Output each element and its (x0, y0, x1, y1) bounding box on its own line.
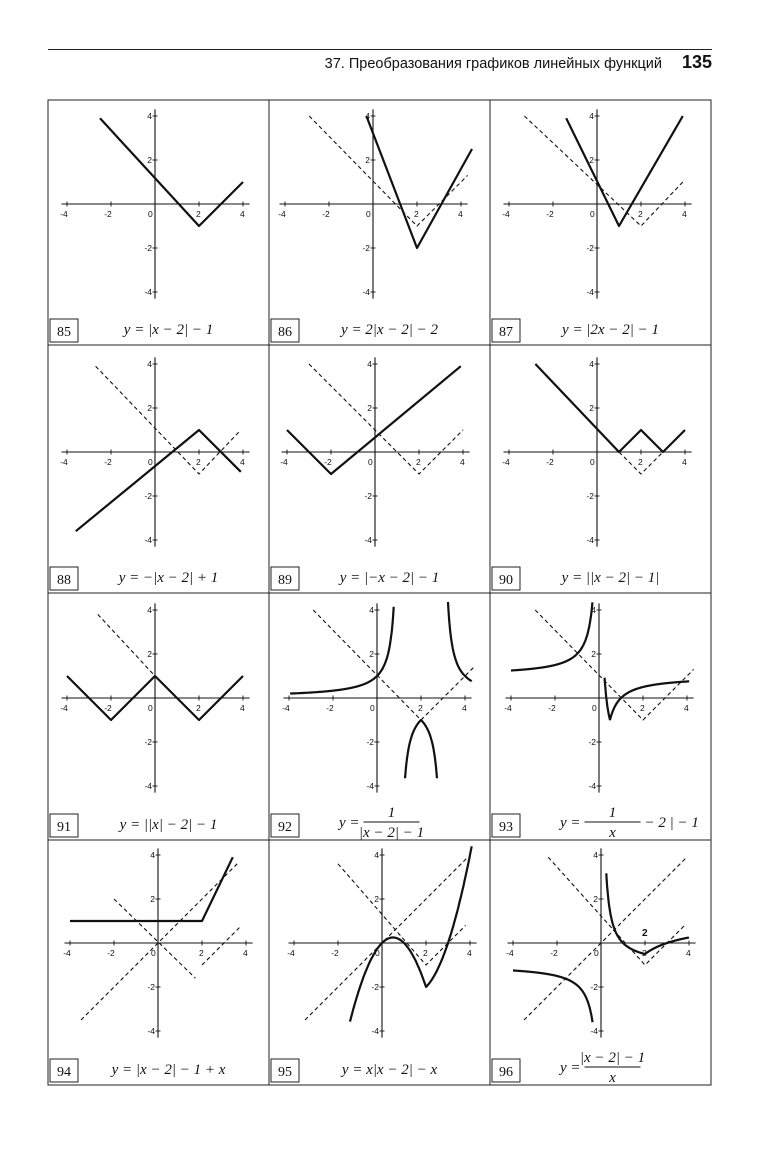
y-tick-label: 4 (147, 359, 152, 369)
x-tick-label: -2 (326, 703, 334, 713)
function-curve (76, 430, 241, 531)
formula: y = ||x| − 2| − 1 (119, 817, 218, 833)
x-tick-label: -4 (504, 703, 512, 713)
x-tick-label: 2 (638, 457, 643, 467)
x-tick-label: -4 (287, 948, 295, 958)
dashed-reference-line (114, 899, 195, 978)
x-tick-label: 2 (196, 209, 201, 219)
y-tick-label: 4 (589, 111, 594, 121)
x-tick-label: 4 (240, 703, 245, 713)
x-tick-label: -2 (104, 457, 112, 467)
x-tick-label: 4 (462, 703, 467, 713)
y-tick-label: 2 (147, 155, 152, 165)
y-tick-label: -4 (147, 1026, 155, 1036)
x-tick-label: -2 (104, 703, 112, 713)
x-tick-label: 2 (196, 457, 201, 467)
x-tick-label: 4 (458, 209, 463, 219)
y-tick-label: -2 (362, 243, 370, 253)
x-tick-label: -2 (550, 948, 558, 958)
x-tick-label: 4 (684, 703, 689, 713)
x-tick-label: 0 (370, 703, 375, 713)
formula: y = |x − 2| − 1 (123, 322, 214, 338)
graph-panel-96 (492, 848, 696, 1086)
y-tick-label: 2 (369, 649, 374, 659)
x-tick-label: 0 (592, 703, 597, 713)
formula: y = |x − 2| − 1 + x (111, 1062, 226, 1078)
function-curve (350, 846, 472, 1021)
y-tick-label: -4 (144, 287, 152, 297)
dashed-reference-line (202, 928, 239, 965)
dashed-reference-line (548, 857, 684, 965)
y-tick-label: -4 (144, 535, 152, 545)
formula-denominator: x (609, 1070, 616, 1086)
x-tick-label: 0 (590, 209, 595, 219)
figure-number: 91 (57, 820, 71, 835)
x-tick-label: -4 (60, 703, 68, 713)
x-tick-label: -4 (502, 209, 510, 219)
x-tick-label: 0 (151, 948, 156, 958)
x-tick-label: 4 (467, 948, 472, 958)
x-tick-label: -4 (506, 948, 514, 958)
dashed-reference-line (309, 364, 463, 474)
function-curve (448, 602, 472, 681)
figure-number: 86 (278, 325, 292, 340)
dashed-reference-line (81, 864, 237, 1020)
formula: y = −|x − 2| + 1 (118, 570, 219, 586)
y-tick-label: 2 (367, 403, 372, 413)
x-tick-label: -4 (60, 209, 68, 219)
y-tick-label: 4 (369, 605, 374, 615)
x-tick-label: 4 (682, 457, 687, 467)
figure-number: 87 (499, 325, 513, 340)
y-tick-label: 4 (374, 850, 379, 860)
y-tick-label: -2 (144, 243, 152, 253)
x-tick-label: 2 (414, 209, 419, 219)
x-tick-label: -4 (63, 948, 71, 958)
dashed-reference-line (96, 366, 241, 474)
y-tick-label: 4 (589, 359, 594, 369)
figure-number: 94 (57, 1065, 71, 1080)
x-tick-label: 2 (423, 948, 428, 958)
x-tick-label: -2 (548, 703, 556, 713)
x-tick-label: 0 (148, 703, 153, 713)
formula-numerator: 1 (387, 805, 396, 821)
x-tick-label: -2 (546, 457, 554, 467)
formula-prefix: y = (559, 1060, 581, 1076)
y-tick-label: -4 (364, 535, 372, 545)
dashed-reference-line (524, 857, 687, 1020)
y-tick-label: -2 (586, 491, 594, 501)
x-tick-label: -4 (502, 457, 510, 467)
figure-number: 85 (57, 325, 71, 340)
y-tick-label: 2 (374, 894, 379, 904)
x-tick-label: -4 (278, 209, 286, 219)
y-tick-label: 4 (591, 605, 596, 615)
y-tick-label: 2 (589, 403, 594, 413)
x-tick-label: 4 (682, 209, 687, 219)
y-tick-label: -4 (362, 287, 370, 297)
y-tick-label: 2 (147, 403, 152, 413)
function-curve (606, 873, 689, 954)
y-tick-label: 2 (591, 649, 596, 659)
figure-number: 89 (278, 573, 292, 588)
figure-number: 95 (278, 1065, 292, 1080)
graph-panel-90 (492, 357, 692, 590)
x-tick-label: 2 (199, 948, 204, 958)
y-tick-label: 2 (593, 894, 598, 904)
x-tick-label: 2 (416, 457, 421, 467)
formula: y = 2|x − 2| − 2 (341, 322, 438, 338)
x-tick-label: 0 (148, 457, 153, 467)
x-tick-label: 0 (148, 209, 153, 219)
y-tick-label: -2 (144, 737, 152, 747)
x-tick-label: 2 (642, 948, 647, 958)
x-tick-label: -2 (322, 209, 330, 219)
y-tick-label: 4 (147, 605, 152, 615)
function-curve (535, 364, 685, 452)
formula-numerator: 1 (608, 805, 617, 821)
formula: y = x|x − 2| − x (341, 1062, 438, 1078)
formula-prefix: y = (559, 815, 581, 831)
function-curve (290, 607, 394, 694)
y-tick-label: -4 (144, 781, 152, 791)
figure-number: 92 (278, 820, 292, 835)
graph-panel-94 (50, 848, 253, 1082)
x-tick-label: 2 (418, 703, 423, 713)
x-tick-label-emphasized: 2 (642, 928, 648, 939)
x-tick-label: -2 (331, 948, 339, 958)
figure-number: 90 (499, 573, 513, 588)
graph-panel-87 (492, 109, 692, 342)
graph-panel-85 (50, 109, 250, 342)
figure-number: 93 (499, 820, 513, 835)
figure-number: 88 (57, 573, 71, 588)
function-curve (566, 116, 683, 226)
graph-panel-95 (271, 846, 477, 1082)
figure-number: 96 (499, 1065, 513, 1080)
x-tick-label: -2 (324, 457, 332, 467)
y-tick-label: -2 (371, 982, 379, 992)
x-tick-label: 2 (196, 703, 201, 713)
x-tick-label: 2 (640, 703, 645, 713)
y-tick-label: -2 (144, 491, 152, 501)
y-tick-label: -4 (586, 287, 594, 297)
x-tick-label: 2 (638, 209, 643, 219)
function-curve (405, 720, 437, 778)
graph-panel-91 (50, 603, 250, 837)
y-tick-label: 4 (150, 850, 155, 860)
x-tick-label: 0 (375, 948, 380, 958)
graph-panel-92 (271, 602, 474, 841)
formula-denominator: x (609, 825, 616, 841)
y-tick-label: -4 (590, 1026, 598, 1036)
y-tick-label: -2 (364, 491, 372, 501)
dashed-reference-line (98, 614, 155, 676)
graph-panel-86 (271, 109, 472, 342)
y-tick-label: 4 (147, 111, 152, 121)
y-tick-label: -4 (586, 535, 594, 545)
y-tick-label: -4 (366, 781, 374, 791)
x-tick-label: 4 (243, 948, 248, 958)
function-curve (100, 118, 243, 226)
function-curve (511, 602, 592, 670)
formula-numerator: |x − 2| − 1 (579, 1050, 646, 1066)
x-tick-label: -4 (60, 457, 68, 467)
formula: y = |2x − 2| − 1 (562, 322, 659, 338)
y-tick-label: -2 (147, 982, 155, 992)
x-tick-label: -4 (282, 703, 290, 713)
graph-panel-88 (50, 357, 250, 590)
y-tick-label: -4 (588, 781, 596, 791)
formula-tail: − 2 | − 1 (644, 815, 699, 831)
y-tick-label: -2 (366, 737, 374, 747)
x-tick-label: 4 (240, 457, 245, 467)
function-curve (70, 857, 233, 921)
x-tick-label: -2 (107, 948, 115, 958)
formula-prefix: y = (338, 815, 360, 831)
x-tick-label: 0 (368, 457, 373, 467)
function-curve (605, 678, 690, 720)
y-tick-label: -2 (586, 243, 594, 253)
x-tick-label: 0 (366, 209, 371, 219)
y-tick-label: -2 (588, 737, 596, 747)
x-tick-label: -2 (104, 209, 112, 219)
x-tick-label: 0 (594, 948, 599, 958)
y-tick-label: 2 (147, 649, 152, 659)
x-tick-label: -2 (546, 209, 554, 219)
y-tick-label: 2 (589, 155, 594, 165)
x-tick-label: -4 (280, 457, 288, 467)
x-tick-label: 4 (686, 948, 691, 958)
y-tick-label: 4 (367, 359, 372, 369)
function-curve (513, 971, 593, 1023)
formula: y = |−x − 2| − 1 (339, 570, 440, 586)
function-curve (366, 116, 472, 248)
formula-denominator: |x − 2| − 1 (358, 825, 425, 841)
x-tick-label: 4 (240, 209, 245, 219)
formula: y = ||x − 2| − 1| (561, 570, 660, 586)
y-tick-label: 4 (593, 850, 598, 860)
x-tick-label: 0 (590, 457, 595, 467)
y-tick-label: -2 (590, 982, 598, 992)
graph-panel-89 (271, 357, 470, 590)
x-tick-label: 4 (460, 457, 465, 467)
y-tick-label: -4 (371, 1026, 379, 1036)
page-number: 135 (681, 52, 712, 72)
graph-panel-93 (492, 602, 699, 841)
y-tick-label: 2 (365, 155, 370, 165)
header-title: 37. Преобразования графиков линейных функций (324, 56, 662, 72)
y-tick-label: 2 (150, 894, 155, 904)
y-tick-label: 4 (365, 111, 370, 121)
